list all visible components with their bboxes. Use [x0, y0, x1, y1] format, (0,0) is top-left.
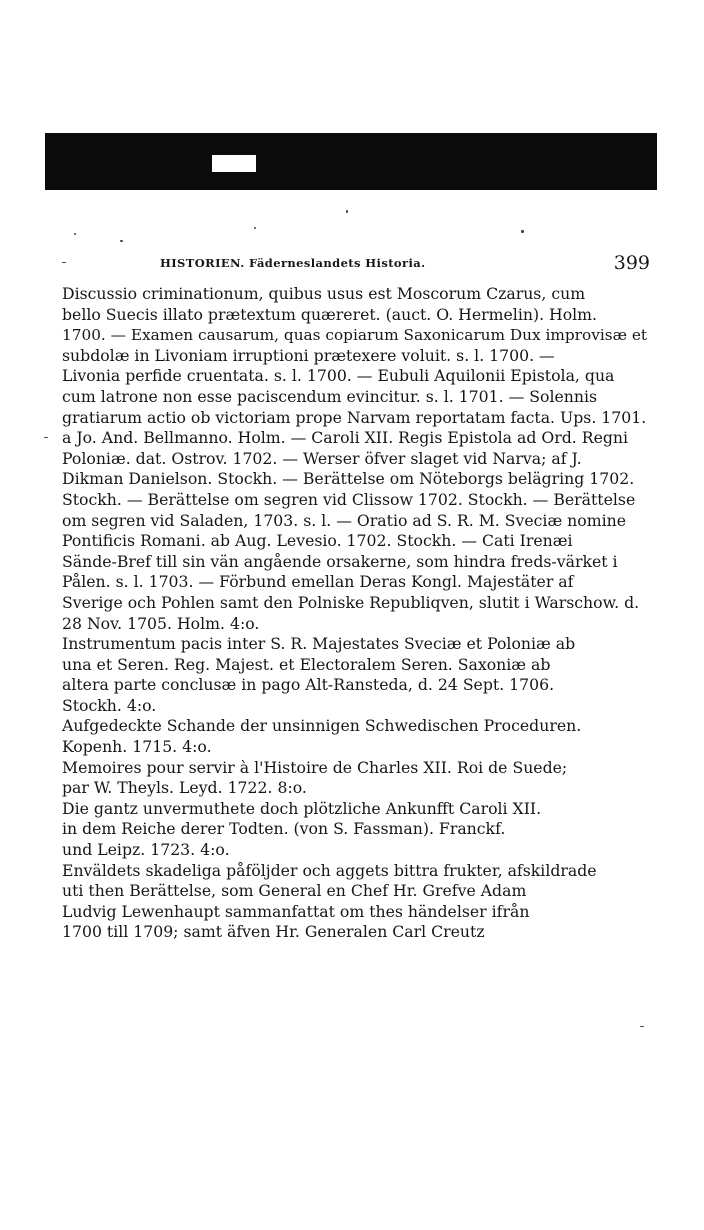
- entry-line: 28 Nov. 1705. Holm. 4:o.: [62, 613, 260, 633]
- bibliography-entry: [62, 716, 652, 757]
- bibliography-entry: [62, 284, 652, 634]
- entry-line: a Jo. And. Bellmanno. Holm. — Caroli XII. Regis Epistola ad Ord. Regni: [62, 428, 629, 448]
- running-title: HISTORIEN. Fäderneslandets Historia.: [160, 256, 426, 270]
- entry-line: Aufgedeckte Schande der unsinnigen Schwedischen Proceduren.: [62, 716, 582, 736]
- page-header: [60, 252, 654, 282]
- bibliography-text: [62, 284, 652, 943]
- entry-line: gratiarum actio ob victoriam prope Narvam reportatam facta. Ups. 1701.: [62, 407, 647, 427]
- print-speck: [120, 240, 123, 242]
- entry-line: Kopenh. 1715. 4:o.: [62, 737, 212, 757]
- entry-line: Die gantz unvermuthete doch plötzliche Ankunfft Caroli XII.: [62, 798, 542, 818]
- entry-line: Instrumentum pacis inter S. R. Majestates Sveciæ et Poloniæ ab: [62, 634, 576, 654]
- entry-line: Pontificis Romani. ab Aug. Levesio. 1702. Stockh. — Cati Irenæi: [62, 531, 573, 551]
- entry-line: bello Suecis illato prætextum quæreret. (auct. O. Hermelin). Holm.: [62, 304, 598, 324]
- band-white-tab: [212, 155, 256, 172]
- entry-line: Pålen. s. l. 1703. — Förbund emellan Deras Kongl. Majestäter af: [62, 572, 574, 592]
- entry-line: Poloniæ. dat. Ostrov. 1702. — Werser öfver slaget vid Narva; af J.: [62, 448, 582, 468]
- entry-line: Livonia perfide cruentata. s. l. 1700. — Eubuli Aquilonii Epistola, qua: [62, 366, 615, 386]
- print-speck: [640, 1026, 644, 1027]
- black-masking-band: [45, 133, 657, 190]
- entry-line: Sverige och Pohlen samt den Polniske Republiqven, slutit i Warschow. d.: [62, 592, 640, 612]
- bibliography-entry: [62, 861, 652, 943]
- entry-line: Stockh. — Berättelse om segren vid Clissow 1702. Stockh. — Berättelse: [62, 489, 636, 509]
- entry-line: Dikman Danielson. Stockh. — Berättelse om Nöteborgs belägring 1702.: [62, 469, 635, 489]
- entry-line: altera parte conclusæ in pago Alt-Ransteda, d. 24 Sept. 1706.: [62, 675, 555, 695]
- entry-line: Discussio criminationum, quibus usus est Moscorum Czarus, cum: [62, 284, 586, 303]
- bibliography-entry: [62, 634, 652, 716]
- bibliography-entry: [62, 799, 652, 861]
- bibliography-entry: [62, 758, 652, 799]
- entry-line: 1700 till 1709; samt äfven Hr. Generalen Carl Creutz: [62, 922, 485, 942]
- entry-line: una et Seren. Reg. Majest. et Electoralem Seren. Saxoniæ ab: [62, 654, 551, 674]
- entry-line: 1700. — Examen causarum, quas copiarum Saxonicarum Dux improvisæ et: [62, 326, 648, 345]
- entry-line: und Leipz. 1723. 4:o.: [62, 840, 230, 860]
- entry-line: in dem Reiche derer Todten. (von S. Fassman). Franckf.: [62, 819, 506, 839]
- print-speck: [346, 210, 348, 213]
- entry-line: om segren vid Saladen, 1703. s. l. — Oratio ad S. R. M. Sveciæ nomine: [62, 510, 627, 530]
- entry-line: Enväldets skadeliga påföljder och aggets bittra frukter, afskildrade: [62, 860, 597, 880]
- entry-line: cum latrone non esse paciscendum evincitur. s. l. 1701. — Solennis: [62, 386, 598, 406]
- entry-line: par W. Theyls. Leyd. 1722. 8:o.: [62, 778, 307, 798]
- entry-line: Stockh. 4:o.: [62, 695, 157, 715]
- page-number: 399: [613, 252, 650, 274]
- entry-line: Sände-Bref till sin vän angående orsakerne, som hindra freds-värket i: [62, 551, 618, 571]
- entry-line: subdolæ in Livoniam irruptioni prætexere voluit. s. l. 1700. —: [62, 345, 555, 365]
- print-speck: [74, 233, 76, 235]
- entry-line: Memoires pour servir à l'Histoire de Charles XII. Roi de Suede;: [62, 757, 568, 777]
- print-speck: [254, 227, 256, 229]
- entry-line: Ludvig Lewenhaupt sammanfattat om thes händelser ifrån: [62, 901, 530, 921]
- print-speck: [44, 437, 48, 438]
- print-speck: [521, 230, 524, 233]
- entry-line: uti then Berättelse, som General en Chef Hr. Grefve Adam: [62, 881, 527, 901]
